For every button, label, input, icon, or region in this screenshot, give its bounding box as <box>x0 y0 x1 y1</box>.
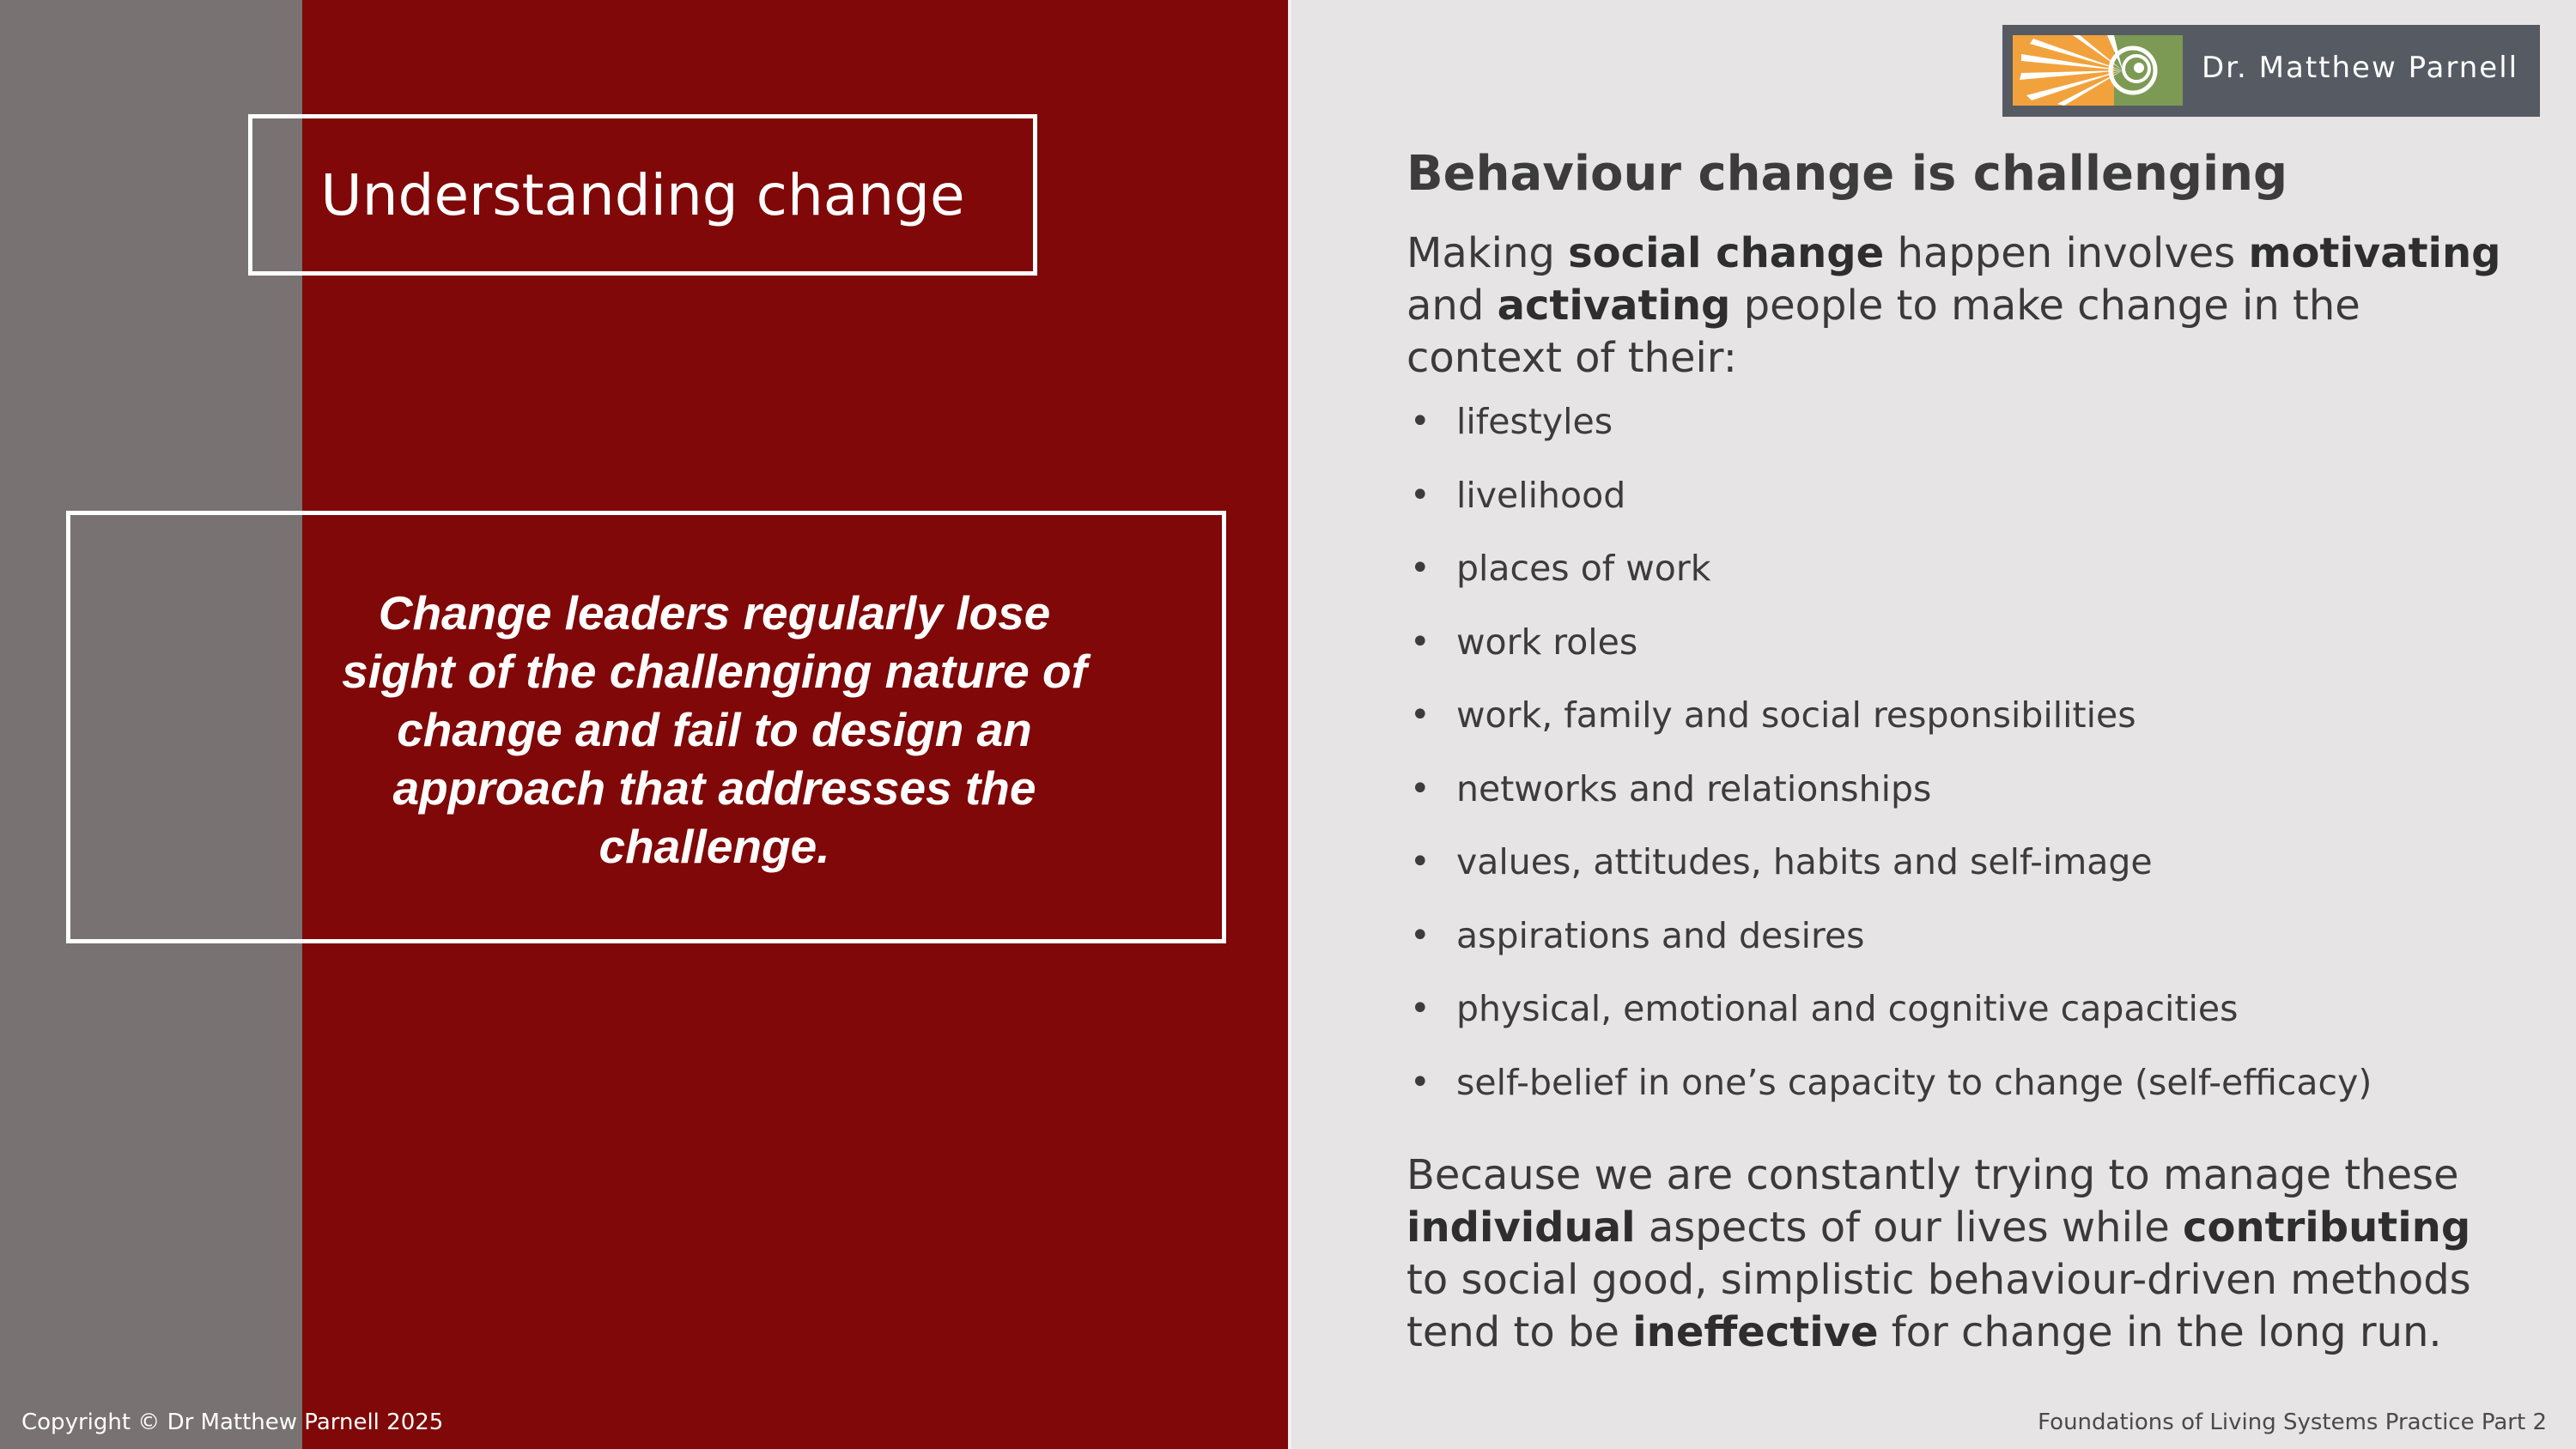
quote-line: change and fail to design an <box>397 703 1032 756</box>
list-item: • livelihood <box>1410 474 1626 516</box>
content-column <box>1406 146 2523 1359</box>
quote-box <box>66 511 1226 943</box>
quote-line: approach that addresses the <box>392 761 1036 815</box>
bullet-icon: • <box>1410 1062 1431 1102</box>
list-item: • values, attitudes, habits and self-image <box>1410 841 2153 882</box>
section-heading: Behaviour change is challenging <box>1406 146 2288 202</box>
spiral-sunburst-logo-icon <box>2013 35 2183 106</box>
panel-divider <box>1288 0 1291 1449</box>
bullet-list <box>1406 400 2523 1134</box>
list-item: • physical, emotional and cognitive capacities <box>1410 988 2239 1029</box>
quote-text <box>294 584 1135 876</box>
logo-name: Dr. Matthew Parnell <box>2202 51 2519 85</box>
list-item: • networks and relationships <box>1410 767 1932 809</box>
bullet-icon: • <box>1410 475 1431 515</box>
bullet-icon: • <box>1410 842 1431 882</box>
list-item: • work roles <box>1410 621 1638 663</box>
quote-line: sight of the challenging nature of <box>342 645 1087 698</box>
bullet-icon: • <box>1410 768 1431 809</box>
quote-line: Change leaders regularly lose <box>378 586 1051 640</box>
footer-course-title: Foundations of Living Systems Practice Part 2 <box>2038 1410 2547 1435</box>
slide-title: Understanding change <box>320 161 965 228</box>
quote-line: challenge. <box>598 820 830 873</box>
logo-badge <box>2002 25 2540 117</box>
list-item: • work, family and social responsibilities <box>1410 694 2136 736</box>
outro-paragraph: Because we are constantly trying to manage these individual aspects of our lives while contributing to social good, simplistic behaviour-driven methods tend to be ineffective for change in the long run. <box>1406 1151 2471 1356</box>
title-box <box>248 114 1037 276</box>
intro-paragraph: Making social change happen involves motivating and activating people to make change in the context of their: <box>1406 229 2501 382</box>
list-item: • aspirations and desires <box>1410 914 1865 956</box>
bullet-icon: • <box>1410 549 1431 588</box>
copyright-text: Copyright © Dr Matthew Parnell 2025 <box>21 1410 444 1435</box>
list-item: • places of work <box>1410 548 1711 589</box>
bullet-icon: • <box>1410 915 1431 955</box>
bullet-icon: • <box>1410 402 1431 441</box>
bullet-icon: • <box>1410 695 1431 735</box>
bullet-icon: • <box>1410 621 1431 662</box>
bullet-icon: • <box>1410 989 1431 1028</box>
list-item: • lifestyles <box>1410 401 1613 442</box>
list-item: • self-belief in one’s capacity to change (self-efficacy) <box>1410 1061 2372 1103</box>
